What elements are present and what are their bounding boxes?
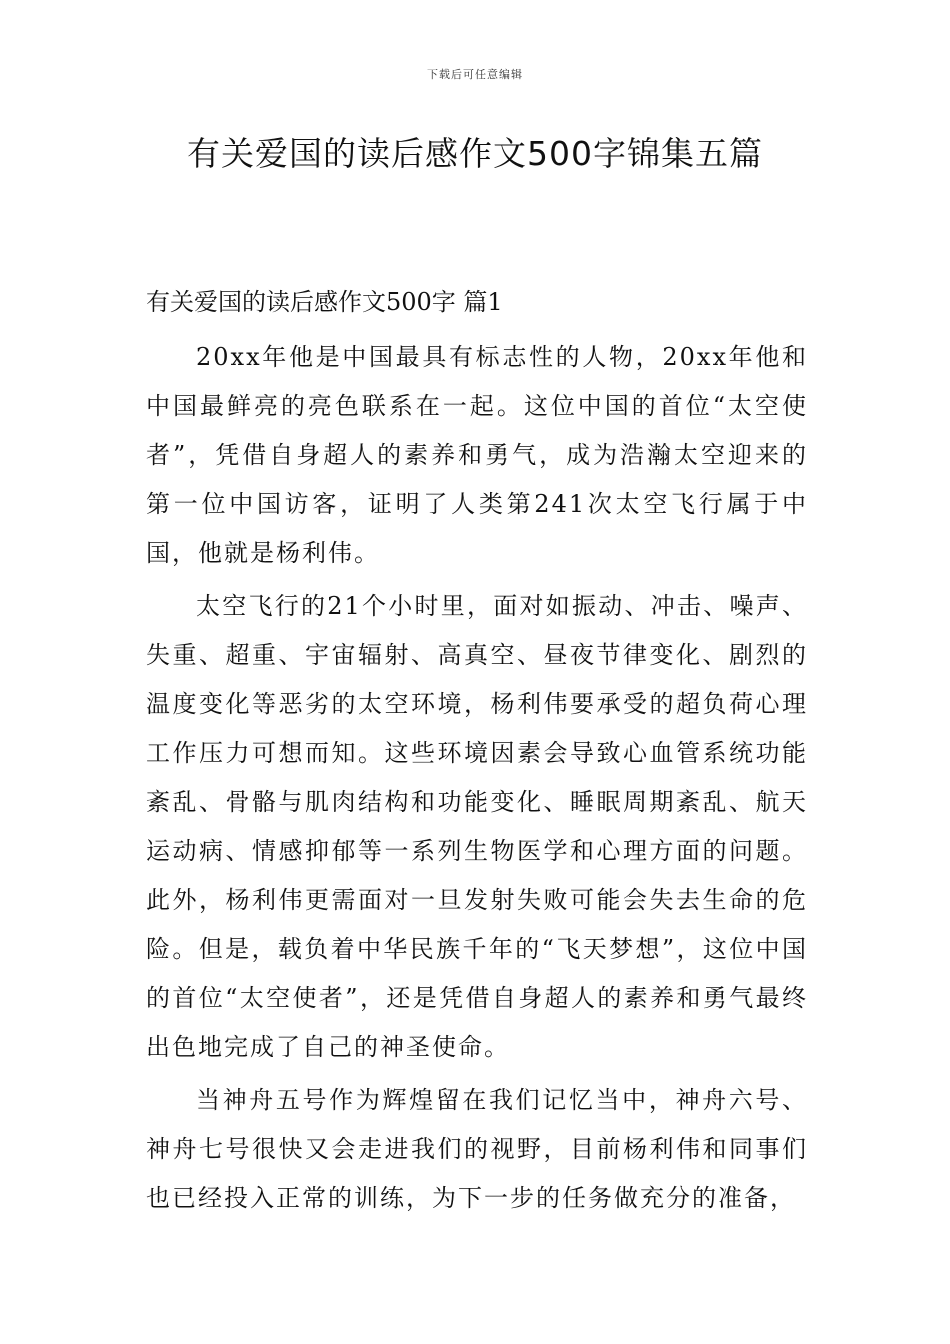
header-note: 下载后可任意编辑 (427, 68, 523, 81)
section-heading: 有关爱国的读后感作文500字 篇1 (146, 288, 503, 316)
paragraph-1: 20xx年他是中国最具有标志性的人物，20xx年他和中国最鲜亮的亮色联系在一起。这位中国的首位“太空使者”，凭借自身超人的素养和勇气，成为浩瀚太空迎来的第一位中国访客，证明了人类第241次太空飞行属于中国，他就是杨利伟。 (146, 343, 808, 567)
paragraph-3: 当神舟五号作为辉煌留在我们记忆当中，神舟六号、神舟七号很快又会走进我们的视野，目前杨利伟和同事们也已经投入正常的训练，为下一步的任务做充分的准备， (146, 1086, 808, 1212)
document-body (146, 278, 808, 1227)
paragraph-2: 太空飞行的21个小时里，面对如振动、冲击、噪声、失重、超重、宇宙辐射、高真空、昼夜节律变化、剧烈的温度变化等恶劣的太空环境，杨利伟要承受的超负荷心理工作压力可想而知。这些环境因素会导致心血管系统功能紊乱、骨骼与肌肉结构和功能变化、睡眠周期紊乱、航天运动病、情感抑郁等一系列生物医学和心理方面的问题。此外，杨利伟更需面对一旦发射失败可能会失去生命的危险。但是，载负着中华民族千年的“飞天梦想”，这位中国的首位“太空使者”，还是凭借自身超人的素养和勇气最终出色地完成了自己的神圣使命。 (146, 592, 808, 1061)
document-title: 有关爱国的读后感作文500字锦集五篇 (187, 134, 763, 173)
